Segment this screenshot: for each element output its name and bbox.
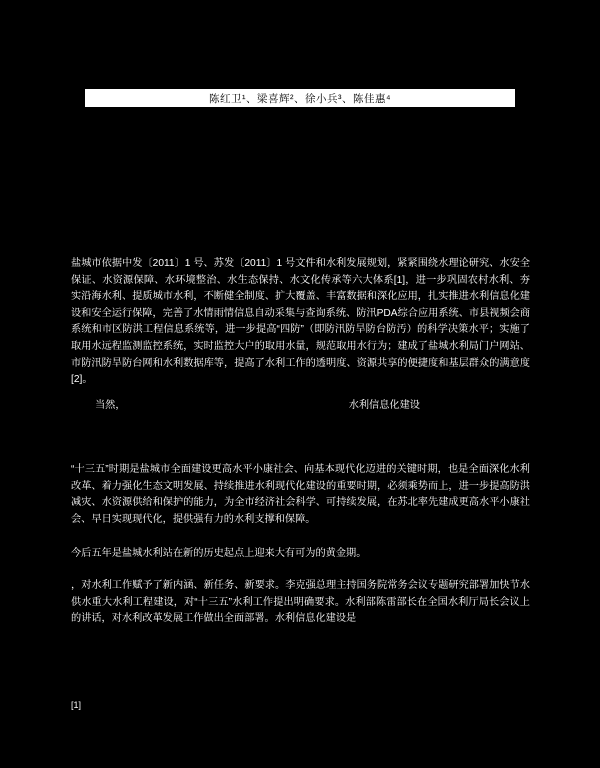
paragraph-of-course-tail: 水利信息化建设 bbox=[348, 400, 420, 411]
paragraph-main bbox=[71, 256, 530, 389]
paragraph-plan-1135-text: “十三五”时期是盐城市全面建设更高水平小康社会、向基本现代化迈进的关键时期，也是全面深化水利改革、着力强化生态文明发展、持续推进水利现代化建设的重要时期，必须乘势而上，进一步提高防洪减灾、水资源供给和保护的能力，为全市经济社会科学、可持续发展，在苏北率先建成更高水平小康社会、早日实现现代化，提供强有力的水利支撑和保障。 bbox=[71, 464, 530, 525]
paragraph-plan-1135 bbox=[71, 462, 530, 528]
paragraph-of-course-lead: 当然， bbox=[95, 400, 126, 411]
footnote-marker: [1] bbox=[71, 700, 82, 710]
paragraph-future-text: 今后五年是盐城水利站在新的历史起点上迎来大有可为的黄金期。 bbox=[71, 548, 367, 559]
paragraph-of-course bbox=[71, 398, 530, 415]
paragraph-future bbox=[71, 546, 530, 563]
paragraph-last bbox=[71, 578, 530, 628]
paragraph-main-text: 盐城市依据中发〔2011〕1 号、苏发〔2011〕1 号文件和水利发展规划，紧紧围绕水理论研究、水安全保证、水资源保障、水环境整治、水生态保持、水文化传承等六大体系[1]，进一步巩固农村水利、夯实沿海水利、提质城市水利，不断健全制度、扩大覆盖、丰富数据和深化应用，扎实推进水利信息化建设和安全运行保障，完善了水情雨情信息自动采集与查询系统、防汛PDA综合应用系统、市县视频会商系统和市区防洪工程信息系统等，进一步提高“四防”（即防汛防旱防台防汚）的科学决策水平；实施了取用水远程监测监控系统，实时监控大户的取用水量，规范取用水行为；建成了盐城水利局门户网站、市防汛防旱防台网和水利数据库等，提高了水利工作的透明度、资源共享的便捷度和基层群众的满意度[2]。 bbox=[71, 258, 531, 386]
paragraph-last-text: ，对水利工作赋予了新内涵、新任务、新要求。李克强总理主持国务院常务会议专题研究部署加快节水供水重大水利工程建设，对“十三五”水利工作提出明确要求。水利部陈雷部长在全国水利厅局长会议上的讲话，对水利改革发展工作做出全面部署。水利信息化建设是 bbox=[71, 580, 530, 625]
authors-line: 陈红卫¹、梁喜辉²、徐小兵³、陈佳惠⁴ bbox=[85, 89, 515, 107]
